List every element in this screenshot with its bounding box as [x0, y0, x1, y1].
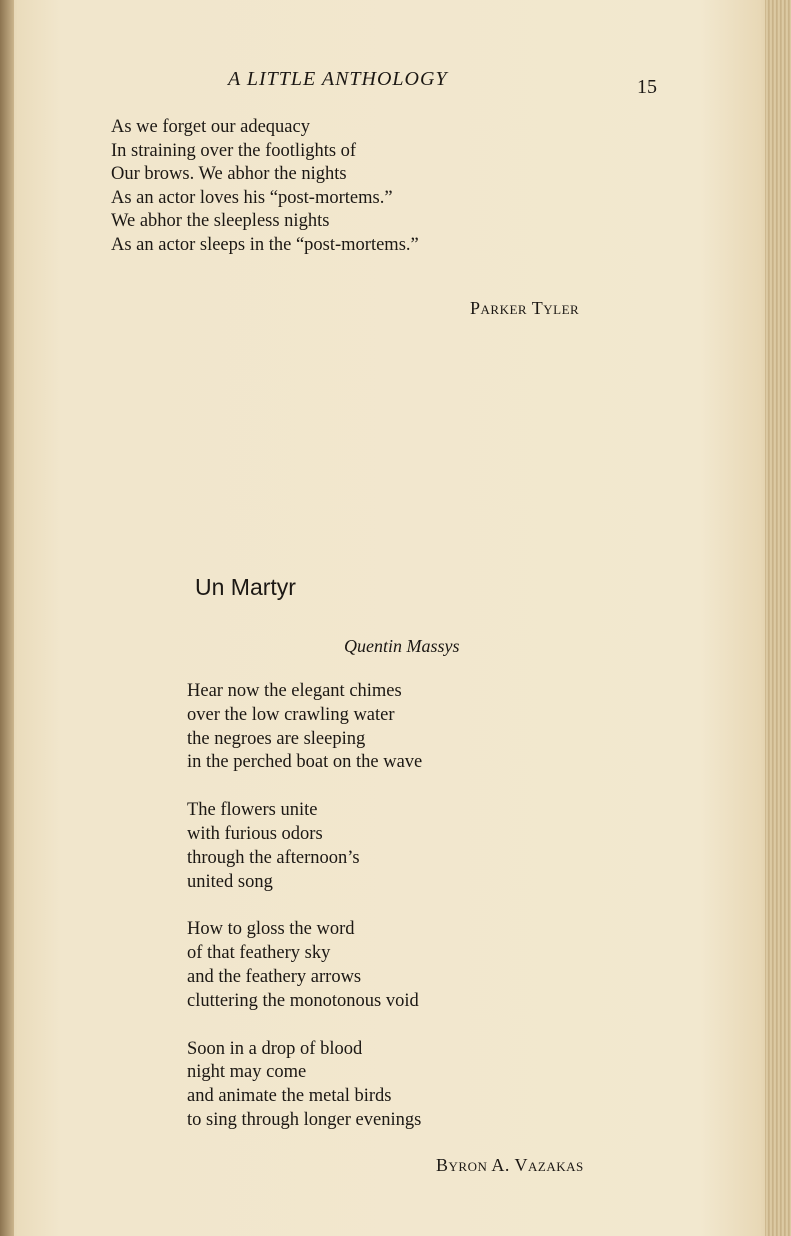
poem-line: the negroes are sleeping — [187, 728, 366, 749]
stanza — [187, 918, 422, 1013]
poem-line: As an actor loves his “post-mortems.” — [111, 187, 393, 208]
running-head: A LITTLE ANTHOLOGY — [228, 68, 448, 90]
poem-line: and the feathery arrows — [187, 966, 362, 987]
poem-body — [187, 680, 422, 1157]
poem-line: In straining over the footlights of — [111, 140, 357, 161]
page-gutter-shadow — [0, 0, 14, 1236]
poem-line: and animate the metal birds — [187, 1086, 392, 1107]
poem-line: cluttering the monotonous void — [187, 990, 419, 1011]
poem-line: We abhor the sleepless nights — [111, 211, 330, 231]
poem-line: Our brows. We abhor the nights — [111, 164, 347, 184]
poem-dedication: Quentin Massys — [344, 636, 460, 656]
poem-line: through the afternoon’s — [187, 847, 360, 868]
poem-line: of that feathery sky — [187, 943, 331, 964]
poem-line: The flowers unite — [187, 800, 318, 821]
poem-line: united song — [187, 871, 273, 892]
poem-line: As an actor sleeps in the “post-mortems.” — [111, 234, 419, 255]
page-edges — [765, 0, 791, 1236]
poem-line: to sing through longer evenings — [187, 1109, 422, 1130]
page-number: 15 — [637, 76, 657, 98]
stanza — [187, 1038, 422, 1133]
poem-line: night may come — [187, 1062, 307, 1083]
poem-line: over the low crawling water — [187, 704, 395, 725]
poem-excerpt — [111, 116, 419, 257]
stanza — [187, 799, 422, 894]
poem-line: Hear now the elegant chimes — [187, 681, 402, 701]
poem-line: in the perched boat on the wave — [187, 752, 423, 773]
stanza — [187, 680, 422, 775]
poem-line: As we forget our adequacy — [111, 117, 310, 137]
poem-line: with furious odors — [187, 823, 323, 844]
poem-line: Soon in a drop of blood — [187, 1038, 363, 1059]
poem-author-signature: Byron A. Vazakas — [436, 1155, 584, 1175]
poem-title: Un Martyr — [195, 574, 296, 600]
poem-author-signature: Parker Tyler — [470, 298, 580, 318]
poem-line: How to gloss the word — [187, 919, 355, 940]
